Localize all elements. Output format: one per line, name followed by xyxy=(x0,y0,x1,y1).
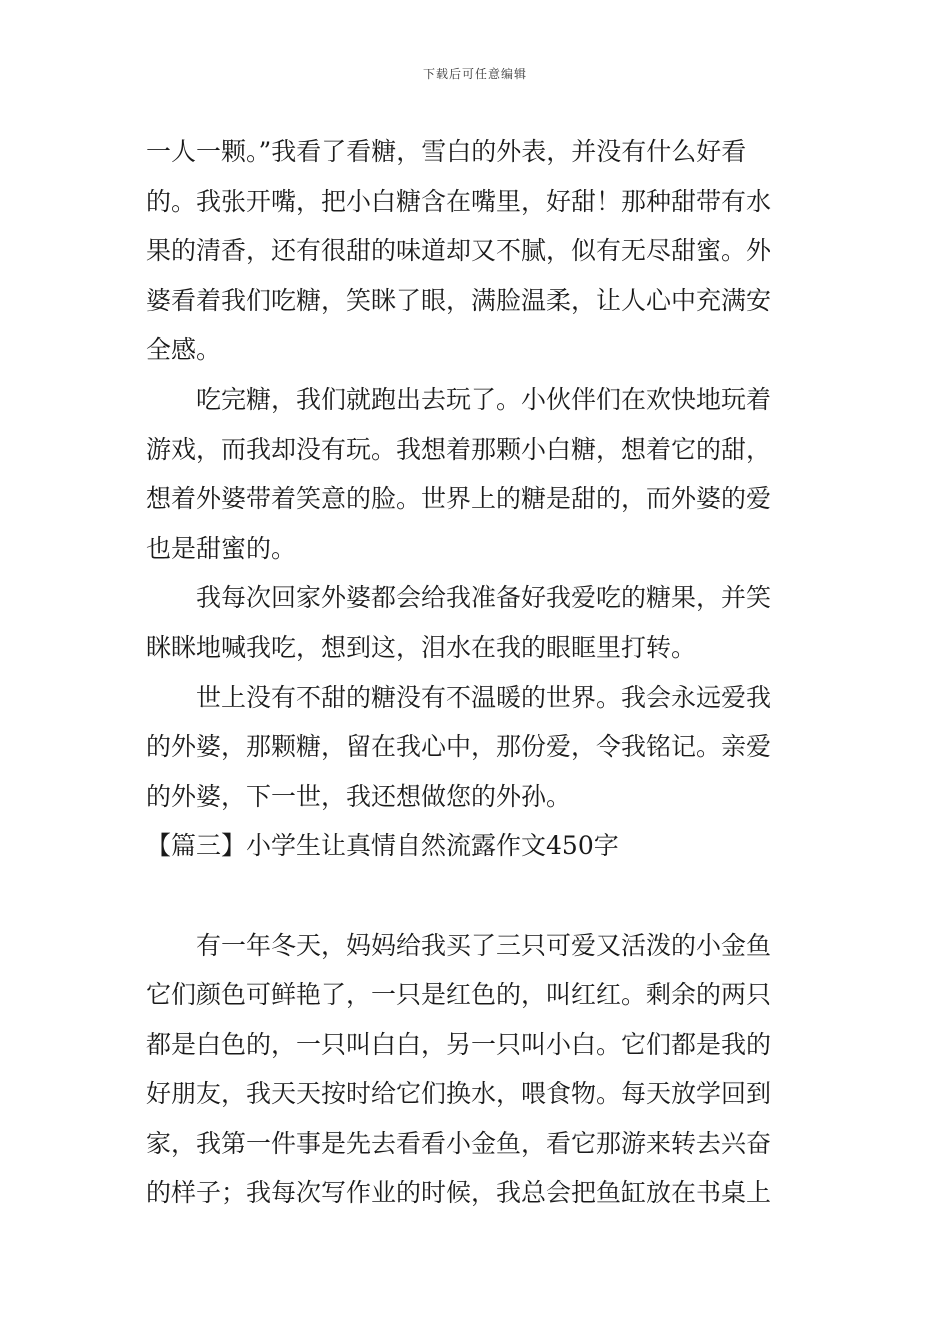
text-line: 家，我第一件事是先去看看小金鱼，看它那游来转去兴奋 xyxy=(146,1128,772,1158)
text-line: 想着外婆带着笑意的脸。世界上的糖是甜的，而外婆的爱 xyxy=(146,484,772,514)
document-body xyxy=(146,127,818,1218)
text-line: 游戏，而我却没有玩。我想着那颗小白糖，想着它的甜， xyxy=(146,434,772,464)
blank-line xyxy=(146,871,818,921)
text-line: 的。我张开嘴，把小白糖含在嘴里，好甜！那种甜带有水 xyxy=(146,186,772,216)
text-line: 也是甜蜜的。 xyxy=(146,533,297,563)
text-line: 的外婆，下一世，我还想做您的外孙。 xyxy=(146,781,572,811)
text-line: 好朋友，我天天按时给它们换水，喂食物。每天放学回到 xyxy=(146,1079,772,1109)
text-line: 世上没有不甜的糖没有不温暖的世界。我会永远爱我 xyxy=(146,682,772,712)
text-line: 果的清香，还有很甜的味道却又不腻，似有无尽甜蜜。外 xyxy=(146,236,772,266)
text-line: 吃完糖，我们就跑出去玩了。小伙伴们在欢快地玩着 xyxy=(146,384,772,414)
page-header-note: 下载后可任意编辑 xyxy=(422,67,527,81)
text-line: 全感。 xyxy=(146,335,222,365)
text-line: 的样子；我每次写作业的时候，我总会把鱼缸放在书桌上 xyxy=(146,1178,772,1208)
text-line: 婆看着我们吃糖，笑眯了眼，满脸温柔，让人心中充满安 xyxy=(146,285,772,315)
section-heading: 【篇三】小学生让真情自然流露作文450字 xyxy=(146,831,619,861)
text-line: 一人一颗。”我看了看糖，雪白的外表，并没有什么好看 xyxy=(146,137,747,166)
text-line: 眯眯地喊我吃，想到这，泪水在我的眼眶里打转。 xyxy=(146,632,697,662)
text-line: 的外婆，那颗糖，留在我心中，那份爱，令我铭记。亲爱 xyxy=(146,732,772,762)
text-line: 有一年冬天，妈妈给我买了三只可爱又活泼的小金鱼 xyxy=(146,930,772,960)
text-line: 我每次回家外婆都会给我准备好我爱吃的糖果，并笑 xyxy=(146,583,772,613)
text-line: 都是白色的，一只叫白白，另一只叫小白。它们都是我的 xyxy=(146,1029,772,1059)
text-line: 它们颜色可鲜艳了，一只是红色的，叫红红。剩余的两只 xyxy=(146,980,772,1010)
